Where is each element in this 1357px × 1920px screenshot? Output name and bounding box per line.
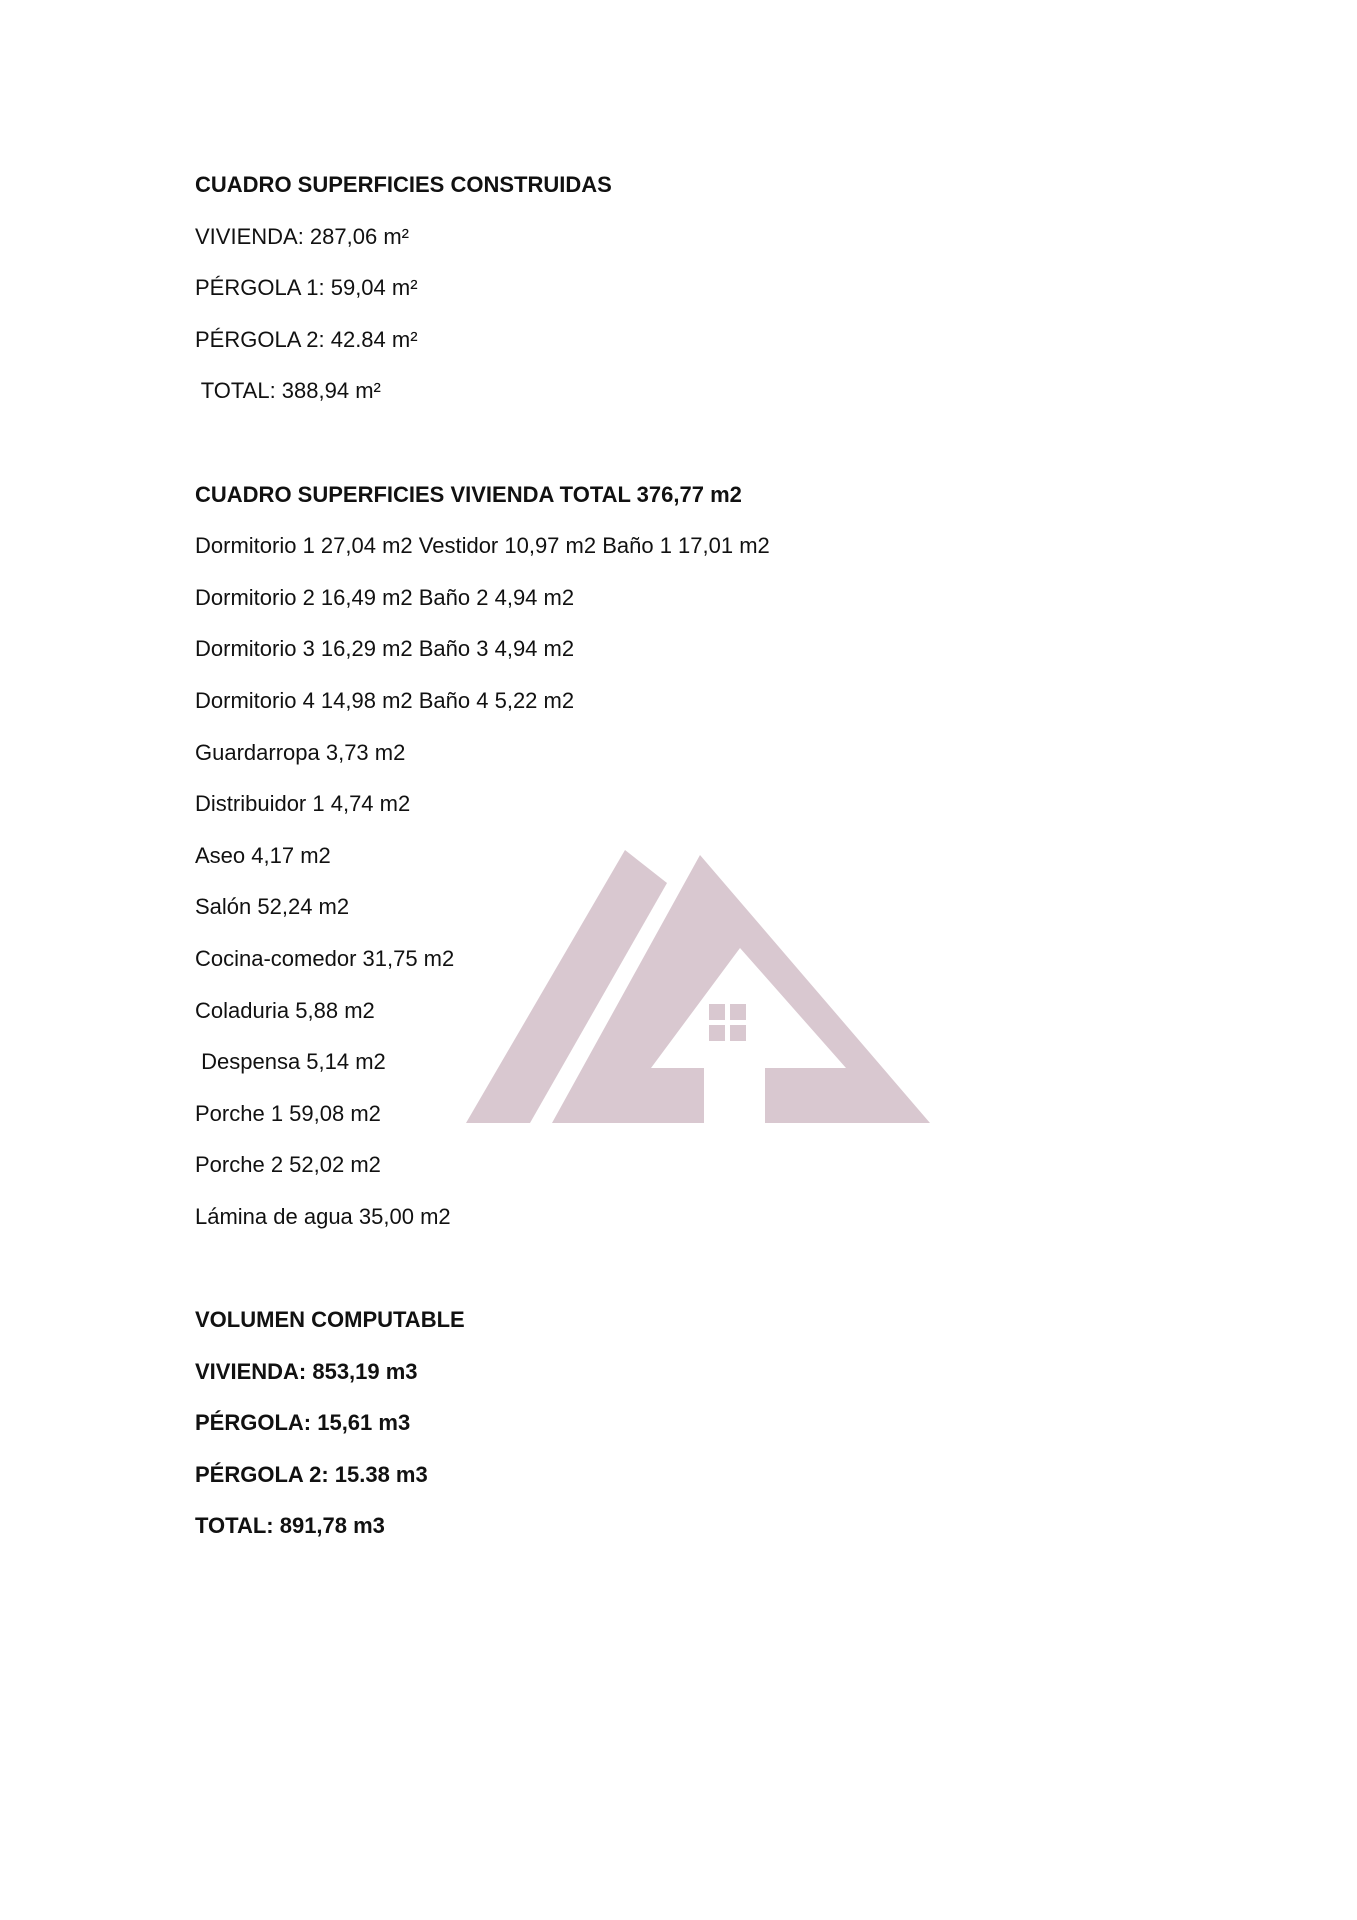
room-area-line: Dormitorio 4 14,98 m2 Baño 4 5,22 m2	[195, 687, 575, 713]
volume-line: PÉRGOLA 2: 15.38 m3	[195, 1461, 428, 1487]
room-area-line: Coladuria 5,88 m2	[195, 997, 375, 1023]
dwelling-areas-heading: CUADRO SUPERFICIES VIVIENDA TOTAL 376,77 m2	[195, 481, 742, 507]
room-area-line: Dormitorio 3 16,29 m2 Baño 3 4,94 m2	[195, 636, 575, 662]
built-area-line: VIVIENDA: 287,06 m²	[195, 223, 409, 249]
room-area-line: Porche 2 52,02 m2	[195, 1152, 381, 1178]
room-area-line: Despensa 5,14 m2	[195, 1049, 386, 1075]
built-areas-section	[195, 159, 1195, 417]
room-area-line: Cocina-comedor 31,75 m2	[195, 945, 455, 971]
room-area-line: Porche 1 59,08 m2	[195, 1100, 381, 1126]
room-area-line: Salón 52,24 m2	[195, 894, 350, 920]
room-area-line: Lámina de agua 35,00 m2	[195, 1203, 451, 1229]
volume-line: VIVIENDA: 853,19 m3	[195, 1358, 418, 1384]
volume-total-line: TOTAL: 891,78 m3	[195, 1513, 385, 1539]
volume-section	[195, 1294, 1195, 1552]
room-area-line: Distribuidor 1 4,74 m2	[195, 791, 411, 817]
room-area-line: Guardarropa 3,73 m2	[195, 739, 406, 765]
section-spacer	[195, 417, 1195, 469]
document-content	[195, 159, 1195, 1552]
built-area-line: PÉRGOLA 2: 42.84 m²	[195, 326, 418, 352]
volume-line: PÉRGOLA: 15,61 m3	[195, 1410, 411, 1436]
room-area-line: Aseo 4,17 m2	[195, 842, 331, 868]
volume-heading: VOLUMEN COMPUTABLE	[195, 1307, 465, 1333]
dwelling-areas-section	[195, 469, 1195, 1243]
room-area-line: Dormitorio 2 16,49 m2 Baño 2 4,94 m2	[195, 584, 575, 610]
built-area-line: PÉRGOLA 1: 59,04 m²	[195, 275, 418, 301]
section-spacer	[195, 1242, 1195, 1294]
built-areas-heading: CUADRO SUPERFICIES CONSTRUIDAS	[195, 172, 612, 197]
built-area-line: TOTAL: 388,94 m²	[195, 378, 381, 404]
room-area-line: Dormitorio 1 27,04 m2 Vestidor 10,97 m2 Baño 1 17,01 m2	[195, 533, 770, 559]
